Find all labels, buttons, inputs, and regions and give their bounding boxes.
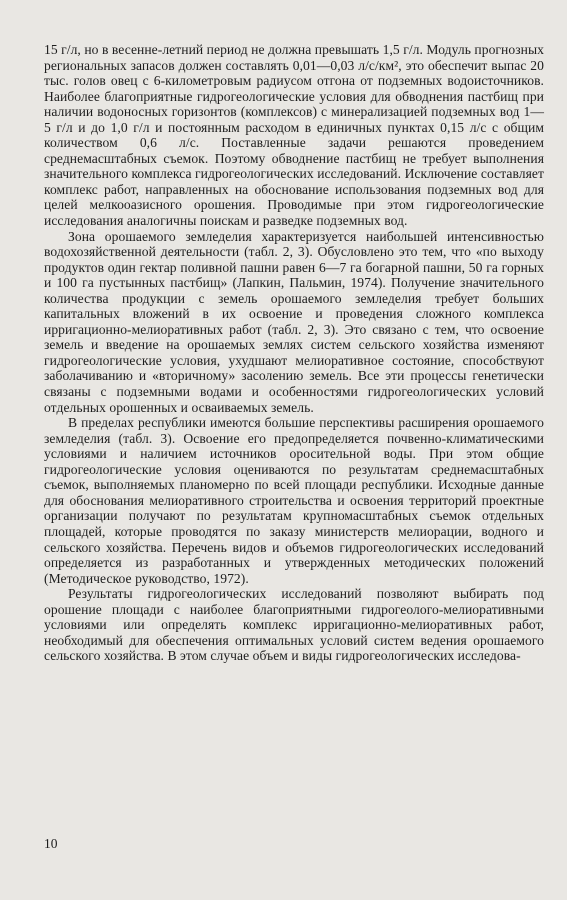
page-number: 10 (44, 836, 58, 851)
paragraph-2: Зона орошаемого земледелия характеризуется наибольшей интенсивностью водохозяйственной деятельности (табл. 2, 3). Обусловлено это тем, что «по выходу продуктов один гектар поливной пашни равен 6—7 га богарной пашни, 50 га горных и 100 га пустынных пастбищ» (Лапкин, Пальмин, 1974). Получение значительного количества продукции с земель орошаемого земледелия требует больших капитальных вложений в их освоение и проведения сложного комплекса ирригационно-мелиоративных работ (табл. 2, 3). Это связано с тем, что освоение земель и введение на орошаемых землях систем сельского хозяйства изменяют гидрогеологические условия, ухудшают мелиоративное состояние, способствуют заболачиванию и «вторичному» засолению земель. Все эти процессы генетически связаны с подземными водами и особенностями гидрогеологических условий отдельных орошенных и осваиваемых земель. (44, 228, 544, 415)
paragraph-4: Результаты гидрогеологических исследований позволяют выбирать под орошение площади с наиболее благоприятными гидрогеолого-мелиоративными условиями или определять комплекс ирригационно-мелиоративных работ, необходимый для обеспечения оптимальных условий систем ведения орошаемого сельского хозяйства. В этом случае объем и виды гидрогеологических исследова- (44, 586, 544, 664)
body-text (44, 42, 544, 664)
paragraph-1: 15 г/л, но в весенне-летний период не должна превышать 1,5 г/л. Модуль прогнозных региональных запасов должен составлять 0,01—0,03 л/с/км², это обеспечит выпас 20 тыс. голов овец с 6-километровым радиусом отгона от подземных водоисточников. Наиболее благоприятные гидрогеологические условия для обводнения пастбищ при наличии водоносных горизонтов (комплексов) с минерализацией подземных вод 1—5 г/л и до 1,0 г/л и постоянным расходом в единичных пунктах 0,15 л/с с общим количеством 0,6 л/с. Поставленные задачи решаются проведением среднемасштабных съемок. Поэтому обводнение пастбищ не требует выполнения значительного комплекса гидрогеологических исследований. Исключение составляет комплекс работ, направленных на обоснование использования подземных вод для целей мелкооазисного орошения. Проводимые при этом гидрогеологические исследования аналогичны поискам и разведке подземных вод. (44, 42, 544, 229)
paragraph-3: В пределах республики имеются большие перспективы расширения орошаемого земледелия (табл. 3). Освоение его предопределяется почвенно-климатическими условиями и наличием источников оросительной воды. При этом общие гидрогеологические условия оцениваются по результатам среднемасштабных съемок, выполняемых планомерно по всей площади республики. Исходные данные для обоснования мелиоративного строительства и освоения территорий проектные организации получают по результатам крупномасштабных съемок отдельных площадей, которые проводятся по заказу министерств мелиорации, водного и сельского хозяйства. Перечень видов и объемов гидрогеологических исследований определяется из разработанных и утвержденных методических положений (Методическое руководство, 1972). (44, 415, 544, 586)
